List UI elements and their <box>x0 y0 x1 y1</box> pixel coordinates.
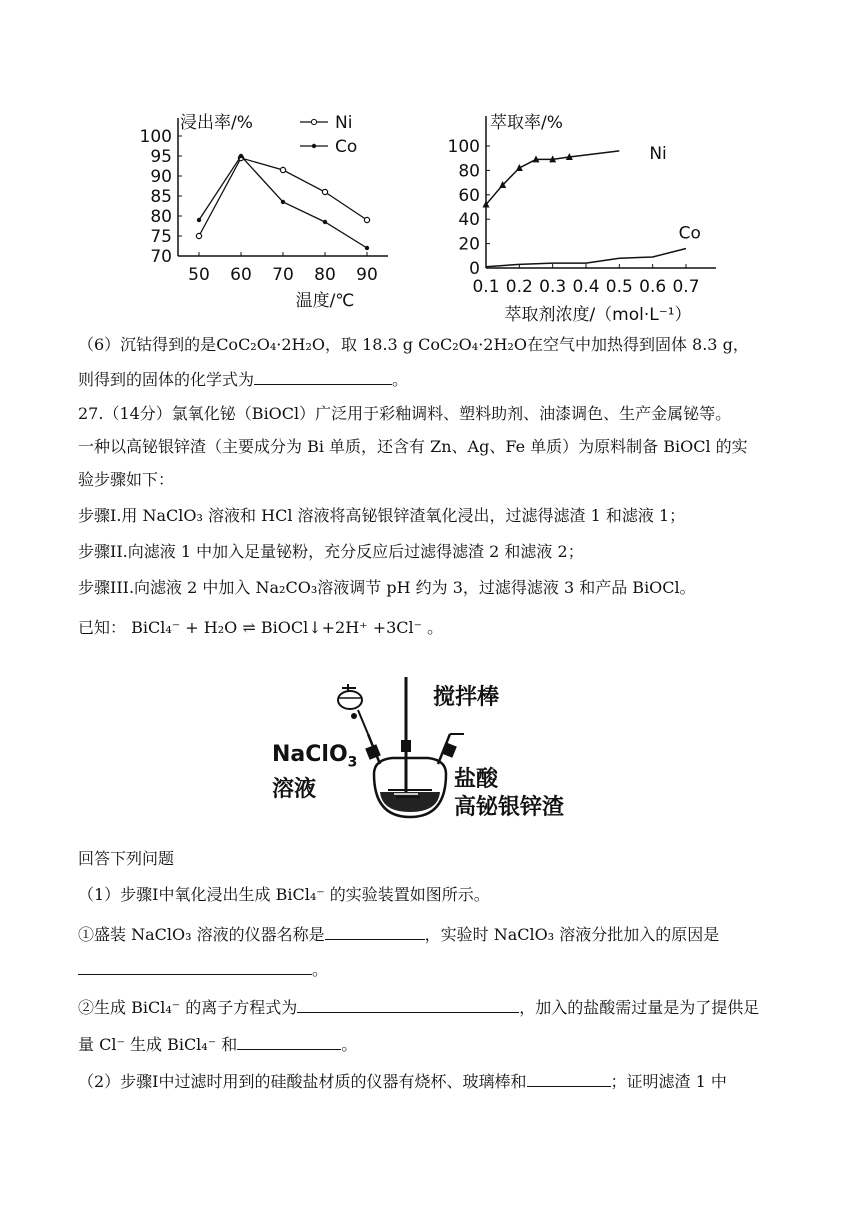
x-tick-label: 0.4 <box>572 277 600 297</box>
y-tick-label: 75 <box>150 227 172 247</box>
y-tick-label: 0 <box>469 259 480 279</box>
step3-a: 步骤III.向滤液 2 中加入 <box>78 578 251 597</box>
q6-prefix: （6）沉钴得到的是 <box>78 335 217 354</box>
legend-label-ni: Ni <box>335 113 353 133</box>
y-tick-label: 90 <box>150 167 172 187</box>
q1-1-b: ，实验时 NaClO₃ 溶液分批加入的原因是 <box>424 925 720 944</box>
data-point-co <box>365 246 369 250</box>
y-tick-label: 100 <box>447 137 480 157</box>
q1-1-end: 。 <box>312 960 329 979</box>
legend-label-co: Co <box>335 137 358 157</box>
q6-formula2: CoC₂O₄·2H₂O <box>418 335 527 354</box>
q1-1-blank2[interactable] <box>78 958 312 975</box>
q1-1-line2 <box>78 958 328 981</box>
data-point-ni <box>196 233 201 238</box>
y-axis-label: 浸出率/% <box>180 113 253 133</box>
data-point-ni <box>322 189 327 194</box>
q1-1-blank1[interactable] <box>325 923 425 940</box>
x-tick-label: 60 <box>230 265 252 285</box>
x-axis-label: 萃取剂浓度/（mol·L⁻¹） <box>504 305 692 323</box>
legend-marker-co <box>312 144 316 148</box>
q6-suffix: 在空气中加热得到固体 8.3 g， <box>526 335 749 354</box>
data-point-ni <box>364 217 369 222</box>
series-label-ni: Ni <box>649 143 667 164</box>
x-tick-label: 0.5 <box>605 277 633 297</box>
known-end: 。 <box>427 618 444 637</box>
q27-header: 27.（14分）氯氧化铋（BiOCl）广泛用于彩釉调料、塑料助剂、油漆调色、生产金属铋等。 <box>78 404 732 423</box>
step3-b: 溶液调节 pH 约为 3，过滤得滤液 3 和产品 BiOCl。 <box>317 578 696 597</box>
data-point-co <box>281 200 285 204</box>
step1-formula: NaClO₃ <box>142 506 203 525</box>
step1-b: 溶液和 HCl 溶液将高铋银锌渣氧化浸出，过滤得滤渣 1 和滤液 1； <box>208 506 686 525</box>
q2-b: ；证明滤渣 1 中 <box>610 1072 727 1091</box>
y-tick-label: 80 <box>458 161 480 182</box>
q27-step1 <box>78 505 685 527</box>
q6-line1 <box>78 334 749 356</box>
known-label: 已知： <box>78 618 127 637</box>
y-tick-label: 80 <box>150 207 172 227</box>
q6-end: 。 <box>392 370 409 389</box>
q1-2-c: 量 Cl⁻ 生成 BiCl₄⁻ 和 <box>78 1035 238 1054</box>
x-tick-label: 0.1 <box>472 277 500 297</box>
y-tick-label: 60 <box>458 185 480 206</box>
y-tick-label: 20 <box>458 234 480 255</box>
x-tick-label: 0.3 <box>539 277 567 297</box>
q2-blank[interactable] <box>527 1070 611 1087</box>
q1-2-a: ②生成 BiCl₄⁻ 的离子方程式为 <box>78 998 298 1017</box>
reaction-apparatus-figure <box>270 672 600 827</box>
q1-1-line <box>78 923 719 946</box>
q27-step2: 步骤II.向滤液 1 中加入足量铋粉，充分反应后过滤得滤渣 2 和滤液 2； <box>78 542 584 561</box>
step3-formula: Na₂CO₃ <box>255 578 318 597</box>
y-axis-label: 萃取率/% <box>490 113 563 133</box>
label-solution: 溶液 <box>272 777 317 802</box>
y-tick-label: 95 <box>150 147 172 167</box>
leach-rate-chart <box>130 108 400 313</box>
q1-2-blank2[interactable] <box>237 1033 341 1050</box>
q1-2-line2 <box>78 1033 357 1056</box>
q27-intro2: 验步骤如下： <box>78 470 175 489</box>
data-point-ni <box>280 167 285 172</box>
label-naclo3-sub: 3 <box>347 754 358 771</box>
x-tick-label: 0.6 <box>639 277 667 297</box>
x-axis-label: 温度/℃ <box>295 291 355 311</box>
x-tick-label: 0.2 <box>505 277 533 297</box>
equilibrium-arrow-icon: ⇌ <box>242 618 256 637</box>
q1-2-b: ，加入的盐酸需过量是为了提供足 <box>519 998 760 1017</box>
q27-intro1: 一种以高铋银锌渣（主要成分为 Bi 单质，还含有 Zn、Ag、Fe 单质）为原料制备 BiOCl 的实 <box>78 437 748 456</box>
q2-line <box>78 1070 727 1093</box>
x-tick-label: 0.7 <box>672 277 700 297</box>
legend-marker-ni <box>311 119 316 124</box>
x-tick-label: 70 <box>272 265 294 285</box>
q2-a: （2）步骤I中过滤时用到的硅酸盐材质的仪器有烧杯、玻璃棒和 <box>78 1072 527 1091</box>
series-label-co: Co <box>678 223 701 244</box>
data-point-co <box>239 154 243 158</box>
q6-mid: ，取 18.3 g <box>325 335 414 354</box>
q1-2-line <box>78 996 759 1019</box>
label-naclo3 <box>272 742 358 771</box>
label-naclo3-text: NaClO <box>272 742 348 767</box>
data-point-co <box>323 220 327 224</box>
q6-line2-text: 则得到的固体的化学式为 <box>78 370 255 389</box>
q1-1-a: ①盛装 NaClO₃ 溶液的仪器名称是 <box>78 925 325 944</box>
label-slag: 高铋银锌渣 <box>454 795 565 820</box>
q6-line2 <box>78 368 408 391</box>
q27-step3 <box>78 577 696 599</box>
x-tick-label: 90 <box>356 265 378 285</box>
y-tick-label: 70 <box>150 247 172 267</box>
data-point-co <box>197 218 201 222</box>
y-tick-label: 85 <box>150 187 172 207</box>
known-eq-left: BiCl₄⁻ + H₂O <box>131 618 238 637</box>
known-eq-right: BiOCl↓+2H⁺ +3Cl⁻ <box>260 618 423 637</box>
q6-answer-blank[interactable] <box>254 368 392 385</box>
x-tick-label: 50 <box>188 265 210 285</box>
q1-2-blank1[interactable] <box>297 996 519 1013</box>
q6-formula1: CoC₂O₄·2H₂O <box>216 335 325 354</box>
step1-a: 步骤I.用 <box>78 506 138 525</box>
x-tick-label: 80 <box>314 265 336 285</box>
answer-prompt: 回答下列问题 <box>78 849 175 868</box>
label-stirrer: 搅拌棒 <box>433 685 500 710</box>
q1-2-end: 。 <box>341 1035 358 1054</box>
label-hcl: 盐酸 <box>454 767 499 792</box>
y-tick-label: 100 <box>139 127 172 147</box>
q1-text: （1）步骤I中氧化浸出生成 BiCl₄⁻ 的实验装置如图所示。 <box>78 885 490 904</box>
extraction-rate-chart <box>438 108 730 323</box>
y-tick-label: 40 <box>458 210 480 231</box>
q27-known <box>78 617 443 639</box>
